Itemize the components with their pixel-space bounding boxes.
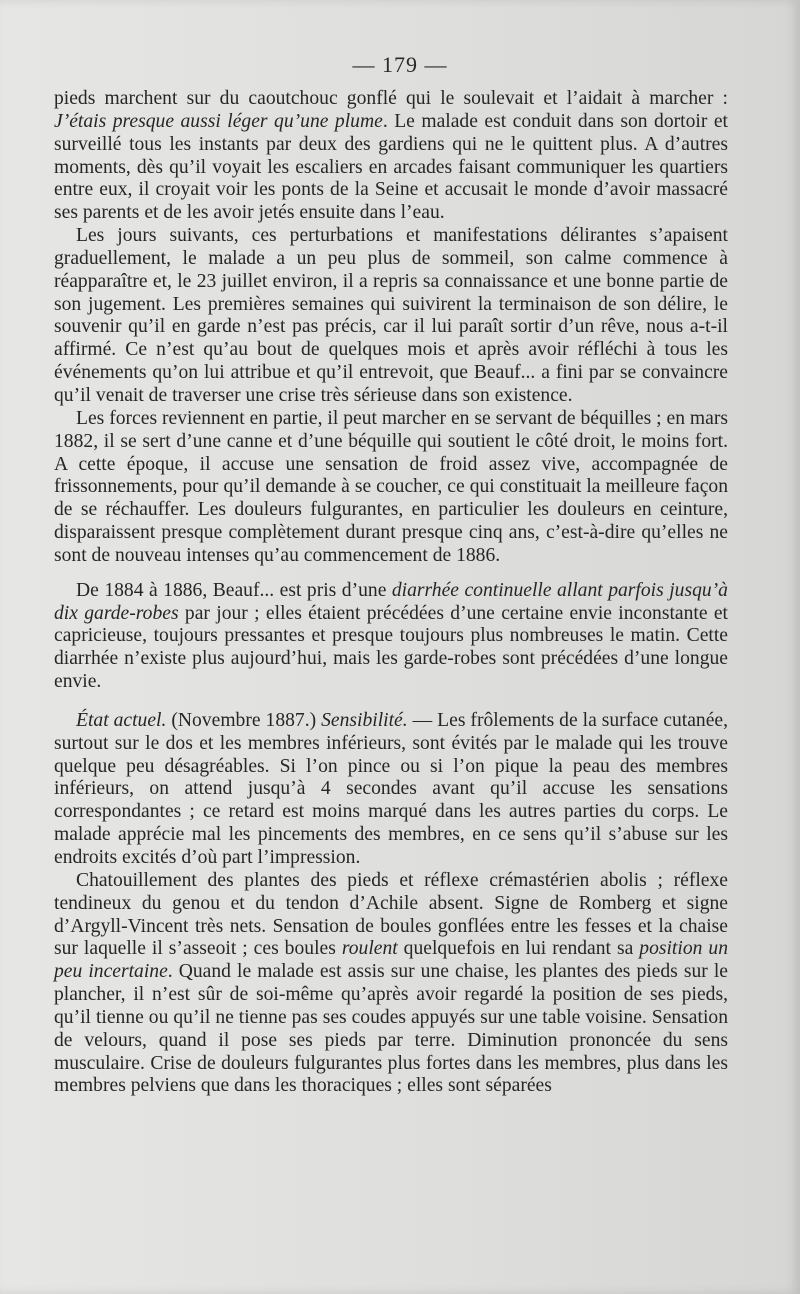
- paragraph: [54, 88, 728, 225]
- text-segment: Chatouillement des plantes des pieds et réflexe crémastérien abolis ; réflexe tendineux du genou et du tendon d’Achile absent. Signe de Romberg et signe d’Argyll-Vincent très nets. Sensation de boules gonflées entre les fesses et la chaise sur laquelle il s’asseoit ; ces boules: [54, 869, 728, 960]
- body-text: [54, 88, 728, 1098]
- text-segment: De 1884 à 1886, Beauf... est pris d’une: [76, 579, 392, 601]
- italic-text-segment: position un peu incertaine: [54, 938, 728, 983]
- italic-text-segment: diarrhée continuelle allant parfois jusqu’à dix garde-robes: [54, 579, 728, 624]
- text-segment: Les jours suivants, ces perturbations et manifestations délirantes s’apaisent graduellement, le malade a un peu plus de sommeil, son calme commence à réapparaître et, le 23 juillet environ, il a repris sa connaissance et une bonne partie de son jugement. Les premières semaines qui suivirent la terminaison de son délire, le souvenir qu’il en garde n’est pas précis, car il lui paraît sortir d’un rêve, nous a-t-il affirmé. Ce n’est qu’au bout de quelques mois et après avoir réfléchi à tous les événements qu’on lui attribue et qu’il entrevoit, que Beauf... a fini par se convaincre qu’il venait de traverser une crise très sérieuse dans son existence.: [54, 225, 728, 406]
- page-number: — 179 —: [352, 52, 448, 77]
- text-segment: — Les frôlements de la surface cutanée, surtout sur le dos et les membres inférieurs, sont évités par le malade qui les trouve quelque peu désagréables. Si l’on pince ou si l’on pique la peau des membres inférieurs, on attend jusqu’à 4 secondes avant qu’il accuse les sensations correspondantes ; ce retard est moins marqué dans les autres parties du corps. Le malade apprécie mal les pincements des membres, en ce sens qu’il s’abuse sur les endroits excités d’où part l’impression.: [54, 709, 728, 868]
- text-segment: . Le malade est conduit dans son dortoir et surveillé tous les instants par deux des gardiens qui ne le quittent plus. A d’autres moments, dès qu’il voyait les escaliers en arcades faisant communiquer les quartiers entre eux, il croyait voir les ponts de la Seine et accusait le monde d’avoir massacré ses parents et de les avoir jetés ensuite dans l’eau.: [54, 110, 728, 224]
- text-segment: pieds marchent sur du caoutchouc gonflé qui le soulevait et l’aidait à marcher :: [54, 88, 728, 109]
- italic-text-segment: État actuel.: [76, 709, 167, 731]
- text-segment: Les forces reviennent en partie, il peut marcher en se servant de béquilles ; en mars 1882, il se sert d’une canne et d’une béquille qui soutient le côté droit, le moins fort. A cette époque, il accuse une sensation de froid assez vive, accompagnée de frissonnements, pour qu’il demande à se coucher, ce qui constituait la meilleure façon de se réchauffer. Les douleurs fulgurantes, en particulier les douleurs en ceinture, disparaissent presque complètement durant presque cinq ans, c’est-à-dire qu’elles ne sont de nouveau intenses qu’au commencement de 1886.: [54, 407, 728, 566]
- paragraph: [54, 710, 728, 870]
- text-segment: par jour ; elles étaient précédées d’une certaine envie inconstante et capricieuse, toujours pressantes et presque toujours plus nombreuses le matin. Cette diarrhée n’existe plus aujourd’hui, mais les garde-robes sont précédées d’une longue envie.: [54, 602, 728, 693]
- text-segment: quelquefois en lui rendant sa: [397, 938, 640, 960]
- text-segment: . Quand le malade est assis sur une chaise, les plantes des pieds sur le plancher, il n’est sûr de soi-même qu’après avoir regardé la position de ses pieds, qu’il tienne ou qu’il ne tienne pas ses coudes appuyés sur une table voisine. Sensation de velours, quand il pose ses pieds par terre. Diminution prononcée du sens musculaire. Crise de douleurs fulgurantes plus fortes dans les membres, plus dans les membres pelviens que dans les thoraciques ; elles sont séparées: [54, 961, 728, 1097]
- italic-text-segment: roulent: [341, 938, 398, 960]
- paragraph: [54, 580, 728, 694]
- italic-text-segment: J’étais presque aussi léger qu’une plume: [54, 110, 383, 132]
- paragraph: [54, 408, 728, 568]
- paragraph: [54, 870, 728, 1098]
- paragraph: [54, 225, 728, 408]
- text-segment: (Novembre 1887.): [166, 709, 322, 731]
- italic-text-segment: Sensibilité.: [321, 709, 408, 731]
